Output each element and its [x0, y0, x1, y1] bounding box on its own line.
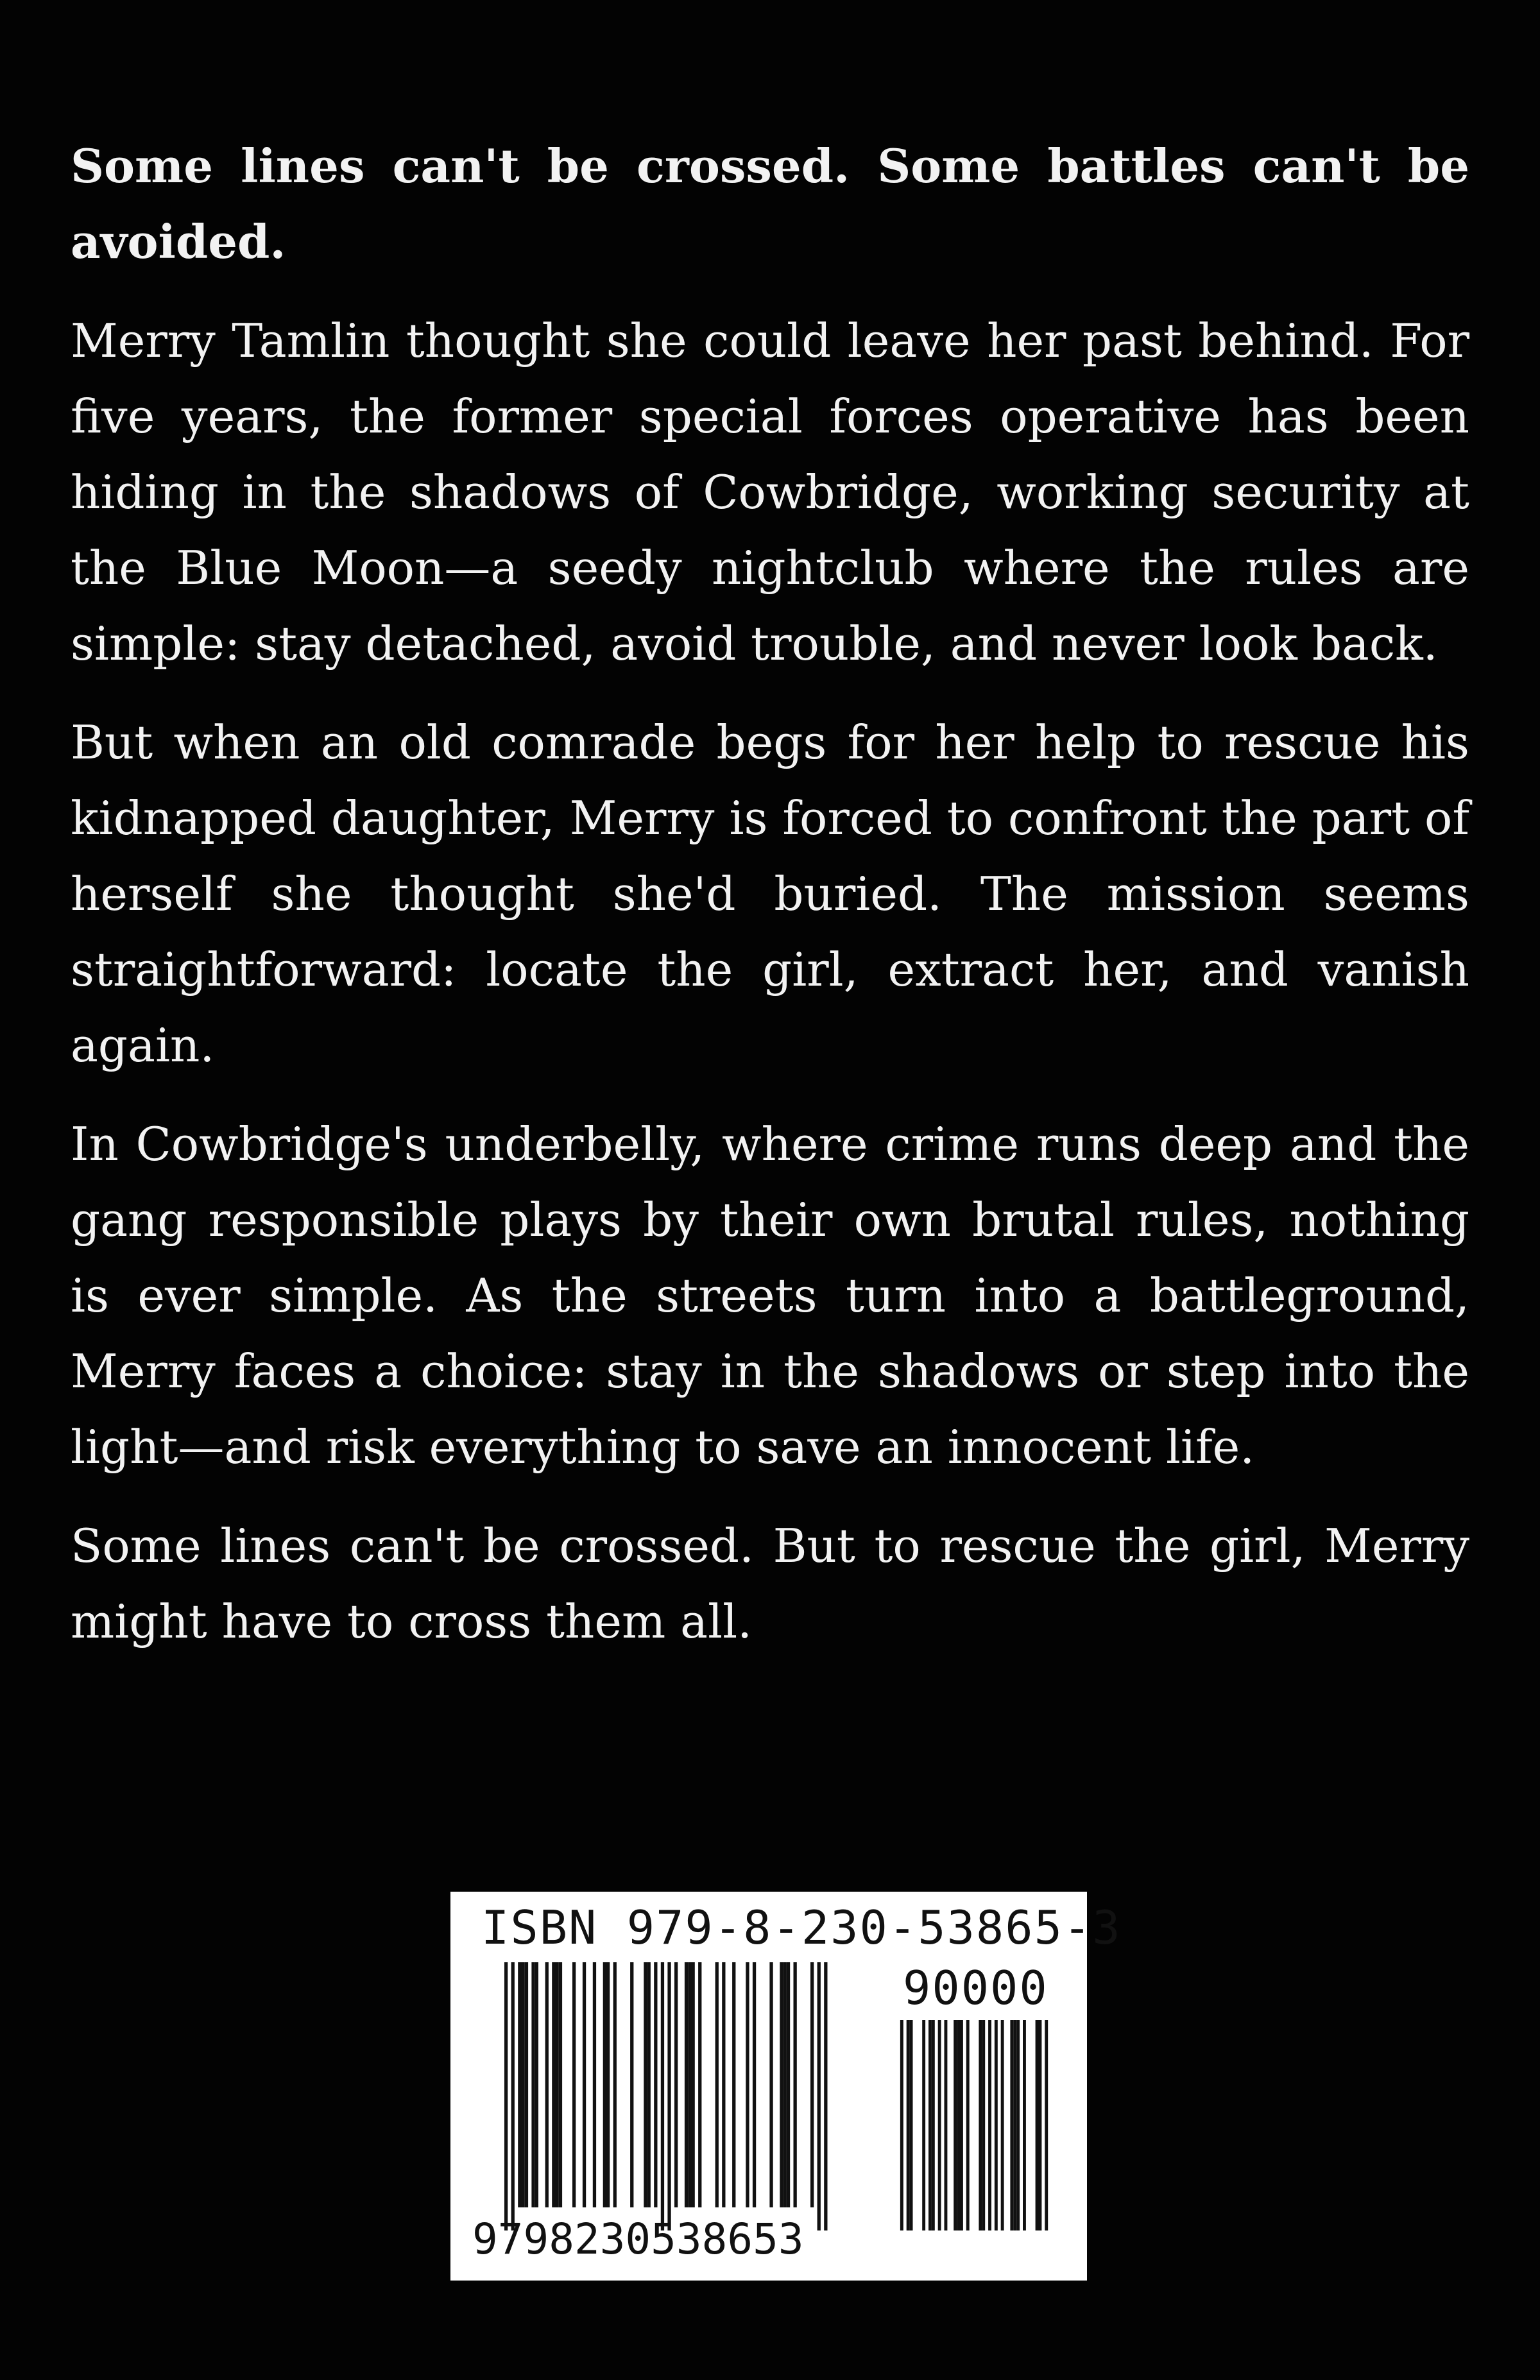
blurb-paragraph-3: In Cowbridge's underbelly, where crime runs deep and the gang responsible plays by their own brutal rules, nothing is ever simple. As the streets turn into a battleground, Merry faces a choice: stay in the shadows or step into the light—and risk everything to save an innocent life.: [71, 1117, 1469, 1474]
barcode-addon-bar: [907, 2020, 910, 2230]
barcode-bar: [654, 1962, 657, 2207]
barcode-addon-bar: [966, 2020, 970, 2230]
barcode-bar: [559, 1962, 562, 2207]
barcode-bar: [810, 1962, 814, 2207]
barcode-bar: [787, 1962, 790, 2207]
barcode-bar: [692, 1962, 695, 2207]
barcode-bar: [661, 1962, 664, 2230]
barcode-bar: [794, 1962, 797, 2207]
barcode-addon-bar: [932, 2020, 935, 2230]
barcode-bar: [531, 1962, 535, 2207]
isbn-barcode-box: [450, 1892, 1122, 2281]
barcode-bar: [732, 1962, 735, 2207]
barcode-addon-bar: [957, 2020, 960, 2230]
barcode-bar: [715, 1962, 719, 2207]
barcode-bar: [667, 1962, 671, 2230]
barcode-bar: [525, 1962, 528, 2207]
barcode-bar: [746, 1962, 749, 2207]
barcode-bar: [824, 1962, 827, 2230]
barcode-bar: [647, 1962, 651, 2207]
blurb-paragraph-4: Some lines can't be crossed. But to rescue the girl, Merry might have to cross them all.: [71, 1519, 1469, 1648]
barcode-addon-bar: [988, 2020, 991, 2230]
barcode-addon-bar: [960, 2020, 963, 2230]
barcode-bar: [780, 1962, 783, 2207]
barcode-addon-bar: [910, 2020, 913, 2230]
barcode-bar: [535, 1962, 538, 2207]
tagline: Some lines can't be crossed. Some battles can't be avoided.: [71, 139, 1469, 269]
barcode-bar: [753, 1962, 756, 2207]
barcode-bar: [511, 1962, 515, 2230]
barcode-right-digits: 538653: [651, 2214, 804, 2264]
barcode-addon-bar: [979, 2020, 982, 2230]
barcode-bar: [674, 1962, 678, 2207]
barcode-bar: [606, 1962, 610, 2207]
barcode-bar: [817, 1962, 821, 2230]
barcode-addon-bar: [1023, 2020, 1026, 2230]
barcode-addon-bar: [1036, 2020, 1039, 2230]
barcode-bar: [685, 1962, 688, 2207]
barcode-digits: [472, 2214, 804, 2265]
barcode-bar: [504, 1962, 508, 2230]
barcode-addon-bar: [900, 2020, 903, 2230]
barcode-addon-bar: [954, 2020, 957, 2230]
barcode-bar: [722, 1962, 725, 2207]
blurb: [71, 128, 1469, 1682]
barcode-bar: [518, 1962, 521, 2207]
barcode-bar: [603, 1962, 606, 2207]
barcode-bar: [552, 1962, 555, 2207]
blurb-paragraph-1: Merry Tamlin thought she could leave her past behind. For five years, the former special forces operative has been hiding in the shadows of Cowbridge, working security at the Blue Moon—a seedy nightclub where the rules are simple: stay detached, avoid trouble, and never look back.: [71, 314, 1469, 671]
barcode-bar: [593, 1962, 596, 2207]
barcode-addon-bar: [1039, 2020, 1042, 2230]
barcode-bar: [545, 1962, 549, 2207]
barcode-addon-bar: [928, 2020, 932, 2230]
barcode-bar: [688, 1962, 691, 2207]
barcode-bar: [522, 1962, 525, 2207]
barcode-bar: [556, 1962, 559, 2207]
barcode-bar: [572, 1962, 576, 2207]
barcode-bar: [769, 1962, 773, 2207]
isbn-label: ISBN 979-8-230-53865-3: [481, 1901, 1122, 1955]
barcode-addon-bar: [982, 2020, 985, 2230]
barcode-addon-bar: [1001, 2020, 1004, 2230]
barcode-bar: [783, 1962, 787, 2207]
barcode-addon-bar: [945, 2020, 948, 2230]
barcode-addon-bar: [1010, 2020, 1013, 2230]
barcode-first-digit: 9: [472, 2214, 498, 2264]
barcode-bar: [583, 1962, 586, 2207]
blurb-paragraph-2: But when an old comrade begs for her help to rescue his kidnapped daughter, Merry is forced to confront the part of herself she thought she'd buried. The mission seems straightforward: locate the girl, extract her, and vanish again.: [71, 715, 1469, 1072]
barcode-bar: [698, 1962, 701, 2207]
barcode-addon-bar: [1016, 2020, 1020, 2230]
barcode-addon-bar: [995, 2020, 998, 2230]
barcode-addon-bar: [1013, 2020, 1016, 2230]
barcode-addon-bar: [938, 2020, 941, 2230]
barcode-bar: [644, 1962, 647, 2207]
barcode-bar: [613, 1962, 617, 2207]
barcode-left-digits: 798230: [497, 2214, 651, 2264]
barcode-bar: [630, 1962, 633, 2207]
barcode-addon-bar: [922, 2020, 925, 2230]
barcode-addon-bar: [1045, 2020, 1048, 2230]
price-code: 90000: [903, 1961, 1048, 2015]
